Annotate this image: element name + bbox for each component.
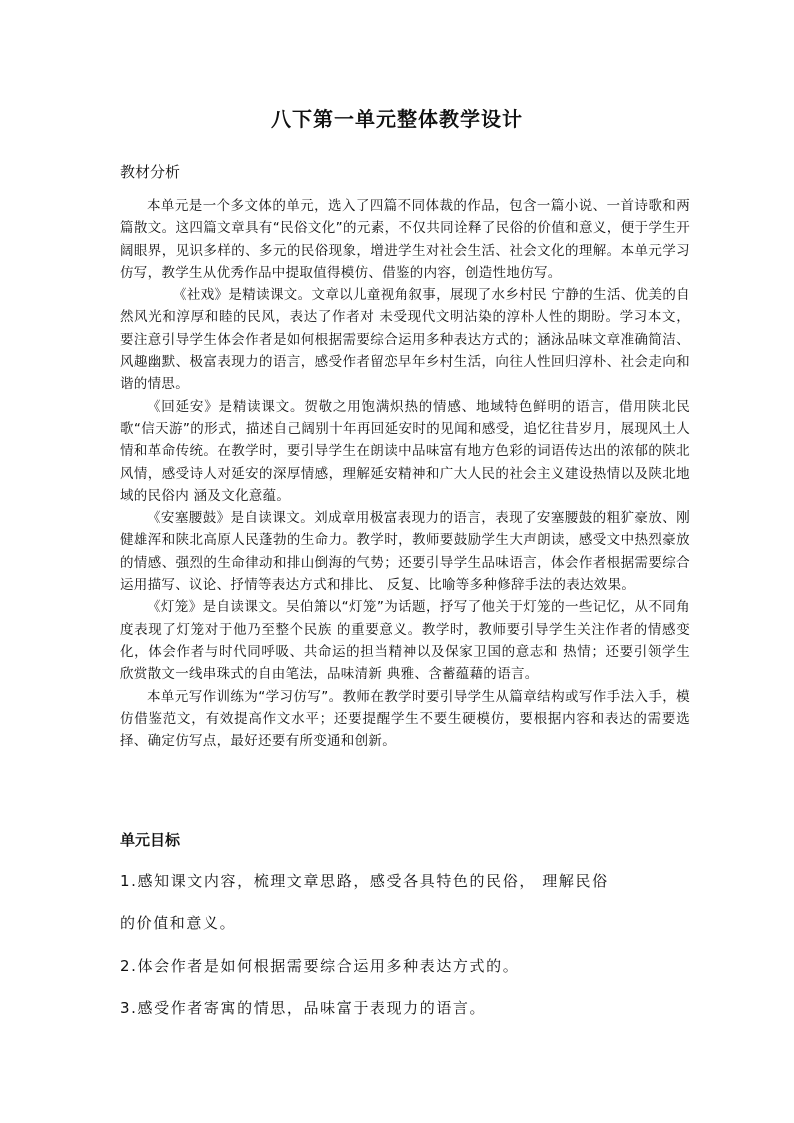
paragraph-unit-overview: 本单元是一个多文体的单元，选入了四篇不同体裁的作品，包含一篇小说、一首诗歌和两篇散文。这四篇文章具有“民俗文化”的元素，不仅共同诠释了民俗的价值和意义，便于学生开阔眼界，见识多样的、多元的民俗现象，增进学生对社会生活、社会文化的理解。本单元学习仿写，教学生从优秀作品中提取值得模仿、借鉴的内容，创造性地仿写。	[120, 198, 690, 281]
goal-item-3: 3.感受作者寄寓的情思，品味富于表现力的语言。	[120, 999, 487, 1017]
section-heading-analysis: 教材分析	[120, 163, 181, 181]
paragraph-ansai-yaogu: 《安塞腰鼓》是自读课文。刘成章用极富表现力的语言，表现了安塞腰鼓的粗犷豪放、刚健雄浑和陕北高原人民蓬勃的生命力。教学时，教师要鼓励学生大声朗读，感受文中热烈豪放的情感、强烈的生命律动和排山倒海的气势；还要引导学生品味语言，体会作者根据需要综合运用描写、议论、抒情等表达方式和排比、 反复、比喻等多种修辞手法的表达效果。	[120, 510, 690, 594]
section-heading-goals: 单元目标	[120, 831, 181, 849]
goal-item-1: 1.感知课文内容，梳理文章思路，感受各具特色的民俗， 理解民俗	[120, 872, 609, 890]
goal-item-2: 2.体会作者是如何根据需要综合运用多种表达方式的。	[120, 957, 520, 975]
analysis-body	[120, 195, 690, 752]
document-title: 八下第一单元整体教学设计	[271, 107, 523, 131]
paragraph-writing-training: 本单元写作训练为“学习仿写”。教师在教学时要引导学生从篇章结构或写作手法入手，模仿借鉴范文，有效提高作文水平；还要提醒学生不要生硬模仿，要根据内容和表达的需要选择、确定仿写点，最好还要有所变通和创新。	[120, 688, 690, 750]
goal-item-1-continuation: 的价值和意义。	[120, 914, 237, 932]
paragraph-she-xi: 《社戏》是精读课文。文章以儿童视角叙事，展现了水乡村民 宁静的生活、优美的自然风光和淳厚和睦的民风，表达了作者对 未受现代文明沾染的淳朴人性的期盼。学习本文，要注意引导学生体会作者是如何根据需要综合运用多种表达方式的；涵泳品味文章准确简洁、风趣幽默、极富表现力的语言，感受作者留恋早年乡村生活，向往人性回归淳朴、社会走向和谐的情思。	[120, 287, 690, 393]
paragraph-denglong: 《灯笼》是自读课文。吴伯箫以“灯笼”为话题，抒写了他关于灯笼的一些记忆，从不同角度表现了灯笼对于他乃至整个民族 的重要意义。教学时，教师要引导学生关注作者的情感变化，体会作者与时代同呼吸、共命运的担当精神以及保家卫国的意志和 热情；还要引领学生欣赏散文一线串珠式的自由笔法，品味清新 典雅、含蓄蕴藉的语言。	[120, 599, 690, 683]
paragraph-hui-yanan: 《回延安》是精读课文。贺敬之用饱满炽热的情感、地域特色鲜明的语言，借用陕北民歌“信天游”的形式，描述自己阔别十年再回延安时的见闻和感受，追忆往昔岁月，展现风土人情和革命传统。在教学时，要引导学生在朗读中品味富有地方色彩的词语传达出的浓郁的陕北风情，感受诗人对延安的深厚情感，理解延安精神和广大人民的社会主义建设热情以及陕北地域的民俗内 涵及文化意蕴。	[120, 398, 690, 504]
